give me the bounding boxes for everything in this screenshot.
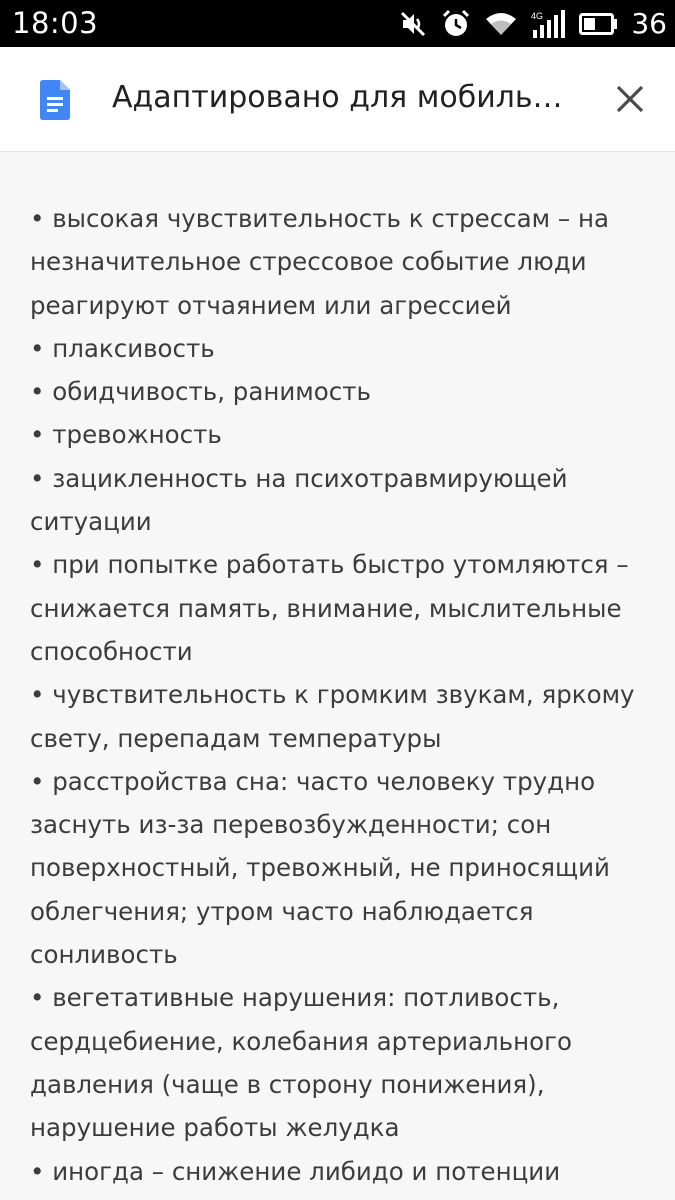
document-icon xyxy=(40,80,70,120)
mute-icon xyxy=(399,10,427,38)
battery-level: 36 xyxy=(631,7,667,40)
status-bar xyxy=(0,0,675,47)
wifi-icon xyxy=(485,11,517,37)
list-item: • расстройства сна: часто человеку трудно заснуть из-за перевозбужденности; сон поверхностный, тревожный, не приносящий облегчения; утром часто наблюдается сонливость xyxy=(30,766,610,970)
list-item: • плаксивость xyxy=(30,333,215,363)
status-time: 18:03 xyxy=(12,6,99,40)
battery-icon xyxy=(579,13,617,35)
header xyxy=(0,47,675,152)
page-title: Адаптировано для мобиль… xyxy=(112,80,563,115)
signal-icon xyxy=(531,10,565,38)
list-item: • чувствительность к громким звукам, яркому свету, перепадам температуры xyxy=(30,680,635,753)
alarm-icon xyxy=(441,9,471,39)
list-item: • иногда – снижение либидо и потенции xyxy=(30,1156,561,1186)
list-item: • высокая чувствительность к стрессам – на незначительное стрессовое событие люди реагируют отчаянием или агрессией xyxy=(30,204,610,320)
article-content xyxy=(30,197,650,1193)
status-icons xyxy=(399,6,667,42)
network-type-label: 4G xyxy=(531,11,544,21)
list-item: • зацикленность на психотравмирующей ситуации xyxy=(30,463,568,537)
list-item: • обидчивость, ранимость xyxy=(30,377,371,407)
close-button[interactable] xyxy=(608,77,652,121)
list-item: • вегетативные нарушения: потливость, сердцебиение, колебания артериального давления (чаще в сторону понижения), нарушение работы желудка xyxy=(30,983,572,1143)
close-icon[interactable] xyxy=(615,84,645,114)
list-item: • тревожность xyxy=(30,420,222,450)
list-item: • при попытке работать быстро утомляются – снижается память, внимание, мыслительные способности xyxy=(30,550,629,666)
